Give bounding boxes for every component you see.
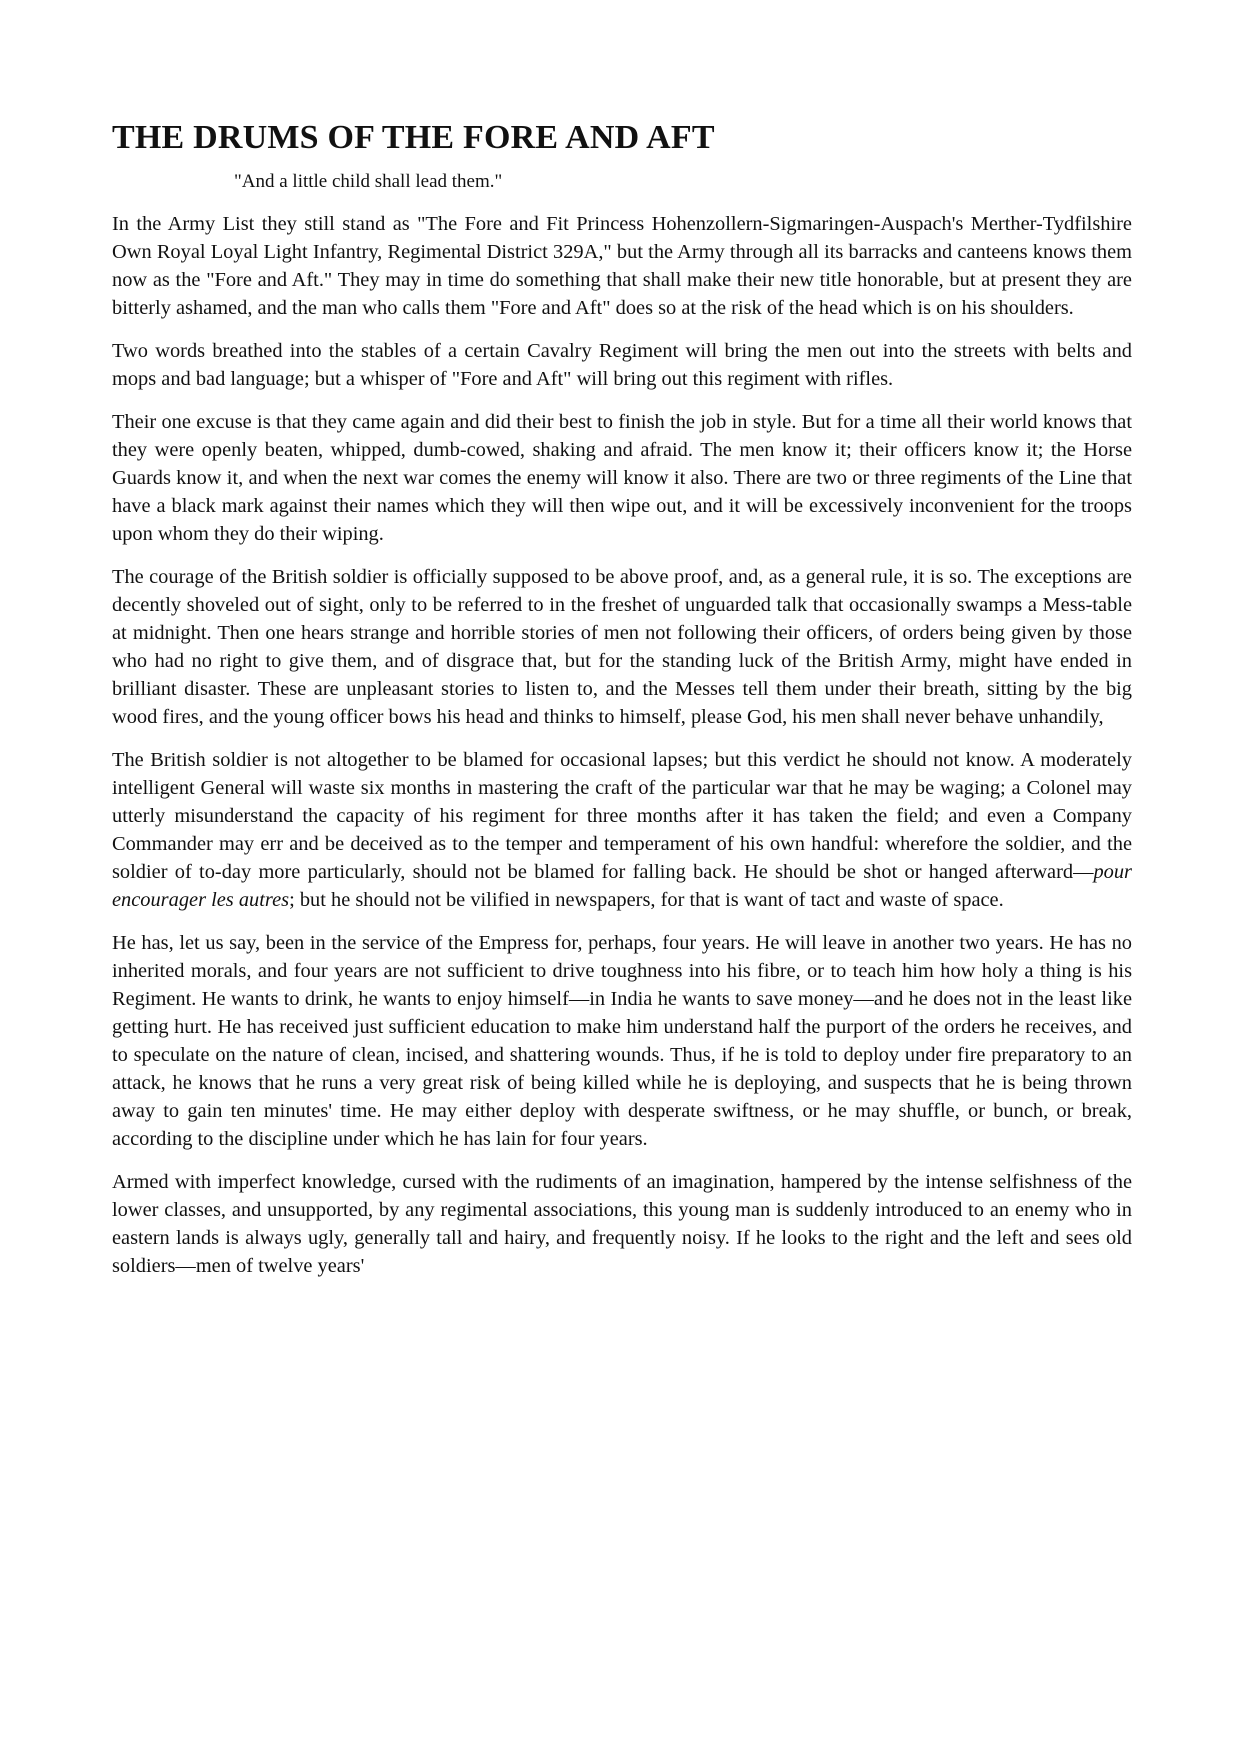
- paragraph-5: [112, 746, 1132, 914]
- paragraph-3: Their one excuse is that they came again and did their best to finish the job in style. But for a time all their world knows that they were openly beaten, whipped, dumb-cowed, shaking and afraid. The men know it; their officers know it; the Horse Guards know it, and when the next war comes the enemy will know it also. There are two or three regiments of the Line that have a black mark against their names which they will then wipe out, and it will be excessively inconvenient for the troops upon whom they do their wiping.: [112, 411, 1132, 545]
- paragraph-4: The courage of the British soldier is officially supposed to be above proof, and, as a general rule, it is so. The exceptions are decently shoveled out of sight, only to be referred to in the freshet of unguarded talk that occasionally swamps a Mess-table at midnight. Then one hears strange and horrible stories of men not following their officers, of orders being given by those who had no right to give them, and of disgrace that, but for the standing luck of the British Army, might have ended in brilliant disaster. These are unpleasant stories to listen to, and the Messes tell them under their breath, sitting by the big wood fires, and the young officer bows his head and thinks to himself, please God, his men shall never behave unhandily,: [112, 566, 1132, 728]
- paragraph-1: In the Army List they still stand as "The Fore and Fit Princess Hohenzollern-Sigmaringen-Auspach's Merther-Tydfilshire Own Royal Loyal Light Infantry, Regimental District 329A," but the Army through all its barracks and canteens knows them now as the "Fore and Aft." They may in time do something that shall make their new title honorable, but at present they are bitterly ashamed, and the man who calls them "Fore and Aft" does so at the risk of the head which is on his shoulders.: [112, 213, 1132, 319]
- paragraph-6: He has, let us say, been in the service of the Empress for, perhaps, four years. He will leave in another two years. He has no inherited morals, and four years are not sufficient to drive toughness into his fibre, or to teach him how holy a thing is his Regiment. He wants to drink, he wants to enjoy himself—in India he wants to save money—and he does not in the least like getting hurt. He has received just sufficient education to make him understand half the purport of the orders he receives, and to speculate on the nature of clean, incised, and shattering wounds. Thus, if he is told to deploy under fire preparatory to an attack, he knows that he runs a very great risk of being killed while he is deploying, and suspects that he is being thrown away to gain ten minutes' time. He may either deploy with desperate swiftness, or he may shuffle, or bunch, or break, according to the discipline under which he has lain for four years.: [112, 932, 1132, 1150]
- paragraph-5-text-before: The British soldier is not altogether to be blamed for occasional lapses; but this verdict he should not know. A moderately intelligent General will waste six months in mastering the craft of the particular war that he may be waging; a Colonel may utterly misunderstand the capacity of his regiment for three months after it has taken the field; and even a Company Commander may err and be deceived as to the temper and temperament of his own handful: wherefore the soldier, and the soldier of to-day more particularly, should not be blamed for falling back. He should be shot or hanged afterward—: [112, 749, 1132, 883]
- chapter-title: THE DRUMS OF THE FORE AND AFT: [112, 119, 715, 156]
- epigraph: "And a little child shall lead them.": [234, 171, 503, 192]
- paragraph-5-italic-phrase: pour encourager les autres: [112, 861, 1132, 911]
- paragraph-5-text-after: ; but he should not be vilified in newspapers, for that is want of tact and waste of space.: [289, 889, 1004, 911]
- paragraph-7: Armed with imperfect knowledge, cursed with the rudiments of an imagination, hampered by the intense selfishness of the lower classes, and unsupported, by any regimental associations, this young man is suddenly introduced to an enemy who in eastern lands is always ugly, generally tall and hairy, and frequently noisy. If he looks to the right and the left and sees old soldiers—men of twelve years': [112, 1171, 1132, 1277]
- document-page: [112, 118, 1132, 1295]
- paragraph-2: Two words breathed into the stables of a certain Cavalry Regiment will bring the men out into the streets with belts and mops and bad language; but a whisper of "Fore and Aft" will bring out this regiment with rifles.: [112, 340, 1132, 390]
